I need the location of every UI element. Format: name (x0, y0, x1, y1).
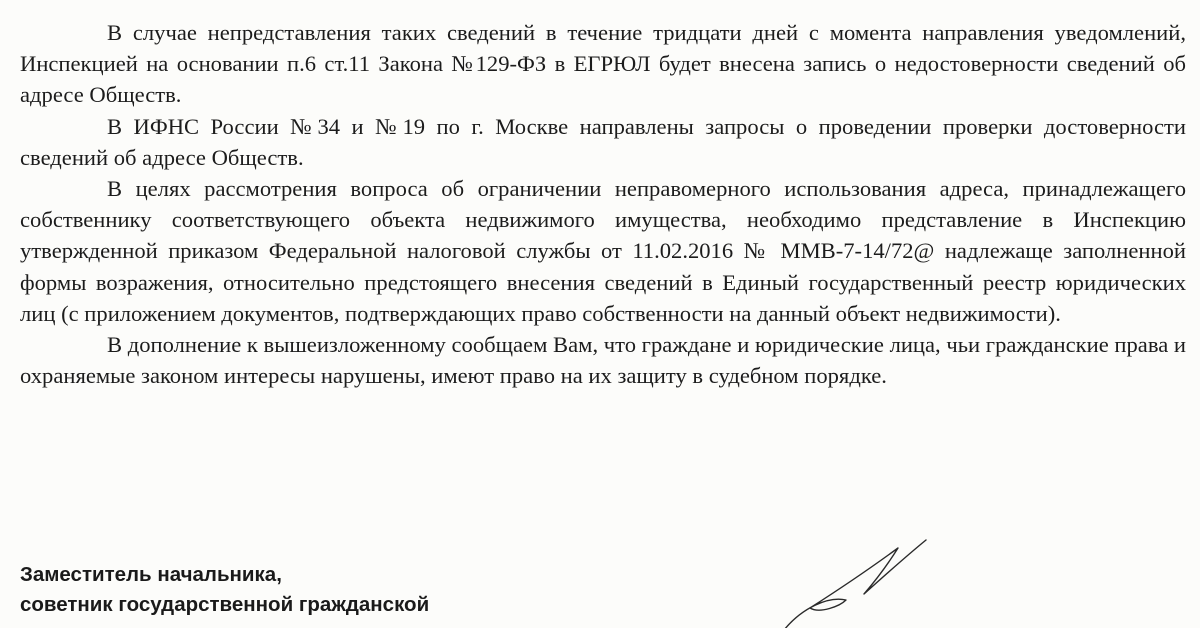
document-body (20, 17, 1186, 391)
handwritten-signature (780, 534, 930, 628)
signatory-position: Заместитель начальника, (20, 563, 282, 586)
signatory-block (20, 560, 429, 620)
signatory-rank: советник государственной гражданской (20, 593, 430, 616)
paragraph-notice-deadline: В случае непредставления таких сведений в течение тридцати дней с момента направления уведомлений, Инспекцией на основании п.6 ст.11 Закона №129-ФЗ в ЕГРЮЛ будет внесена запись о недостоверности сведений об адресе Обществ. (20, 20, 1186, 108)
paragraph-judicial-protection: В дополнение к вышеизложенному сообщаем Вам, что граждане и юридические лица, чьи гражданские права и охраняемые законом интересы нарушены, имеют право на их защиту в судебном порядке. (20, 332, 1186, 389)
paragraph-objection-form: В целях рассмотрения вопроса об ограничении неправомерного использования адреса, принадлежащего собственнику соответствующего объекта недвижимого имущества, необходимо представление в Инспекцию утвержденной приказом Федеральной налоговой службы от 11.02.2016 № ММВ-7-14/72@ надлежаще заполненной формы возражения, относительно предстоящего внесения сведений в Единый государственный реестр юридических лиц (с приложением документов, подтверждающих право собственности на данный объект недвижимости). (20, 176, 1186, 326)
paragraph-ifns-requests: В ИФНС России №34 и №19 по г. Москве направлены запросы о проведении проверки достоверности сведений об адресе Обществ. (20, 113, 1186, 170)
